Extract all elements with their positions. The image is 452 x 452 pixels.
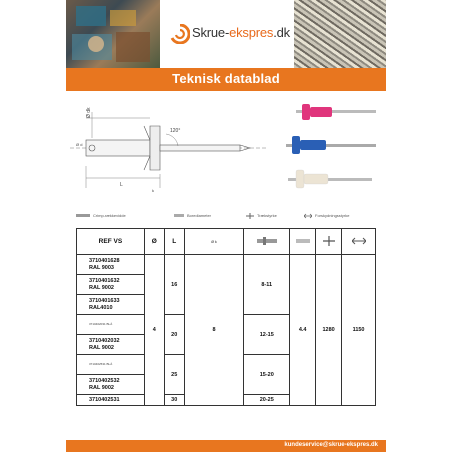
header-d: Ø [144, 229, 164, 255]
brand-logo-area [160, 0, 294, 68]
header-photo-screws [294, 0, 386, 68]
cell-bore: 4.4 [290, 255, 316, 406]
cell-grip-15-20: 15-20 [244, 355, 290, 395]
page-title: Teknisk datablad [172, 71, 280, 86]
footer-email[interactable]: kundeservice@skrue-ekspres.dk [284, 442, 378, 448]
table-row: 3710402031 BLÅ [77, 315, 145, 335]
technical-drawing [66, 96, 386, 200]
cell-d: 4 [144, 255, 164, 406]
legend [76, 210, 381, 224]
shear-strength-icon [246, 213, 254, 219]
crimp-range-icon [257, 237, 277, 245]
bore-diameter-icon [174, 213, 184, 218]
dim-d-label: Ø d [76, 142, 83, 147]
cell-dk: 8 [184, 255, 244, 406]
footer-bar [66, 440, 386, 452]
brand-name: Skrue-ekspres.dk [192, 25, 290, 40]
dim-diameter-label: Ø dk [86, 107, 92, 118]
header-dk: Ø k [184, 229, 244, 255]
header-ref: REF VS [77, 229, 145, 255]
dim-length-label: L [120, 182, 123, 188]
table-row: 3710401628 RAL 9003 [77, 255, 145, 275]
spec-table [76, 228, 376, 406]
table-row: 3710402032 RAL 9002 [77, 335, 145, 355]
cell-l-30: 30 [164, 395, 184, 406]
cell-shear: 1280 [316, 255, 342, 406]
header-bore [290, 229, 316, 255]
title-bar [66, 68, 386, 91]
dim-k-label: k [152, 188, 154, 193]
cell-grip-8-11: 8-11 [244, 255, 290, 315]
pull-strength-icon [352, 237, 366, 245]
cell-grip-20-25: 20-25 [244, 395, 290, 406]
crimp-range-icon [76, 213, 90, 218]
table-row: 3710402531 BLÅ [77, 355, 145, 375]
cell-grip-12-15: 12-15 [244, 315, 290, 355]
bore-diameter-icon [296, 237, 310, 245]
table-row: 3710401633 RAL4010 [77, 295, 145, 315]
dim-angle-label: 120° [170, 128, 181, 134]
cell-pull: 1150 [342, 255, 376, 406]
datasheet-page [66, 0, 386, 452]
brand-logo-icon [170, 24, 190, 44]
cell-l-25: 25 [164, 355, 184, 395]
table-row: 3710401632 RAL 9002 [77, 275, 145, 295]
rivet-section-drawing [70, 126, 266, 170]
header-pull [342, 229, 376, 255]
cell-l-16: 16 [164, 255, 184, 315]
table-row: 3710402532 RAL 9002 [77, 375, 145, 395]
header-crimp [244, 229, 290, 255]
legend-shear: Trækstyrke [246, 213, 277, 219]
rivet-photo-white [288, 170, 372, 188]
cell-l-20: 20 [164, 315, 184, 355]
table-row: 3710402531 [77, 395, 145, 406]
header-shear [316, 229, 342, 255]
header [66, 0, 386, 68]
rivet-photo-pink [296, 104, 376, 120]
legend-bore: Borediameter [174, 213, 211, 218]
header-l: L [164, 229, 184, 255]
pull-strength-icon [304, 213, 312, 219]
shear-strength-icon [323, 236, 335, 246]
legend-pull: Forskydningsstyrke [304, 213, 349, 219]
header-photo-tools [66, 0, 160, 68]
legend-crimp: Crimp-rækkevidde [76, 213, 126, 218]
rivet-photo-blue [286, 136, 376, 154]
